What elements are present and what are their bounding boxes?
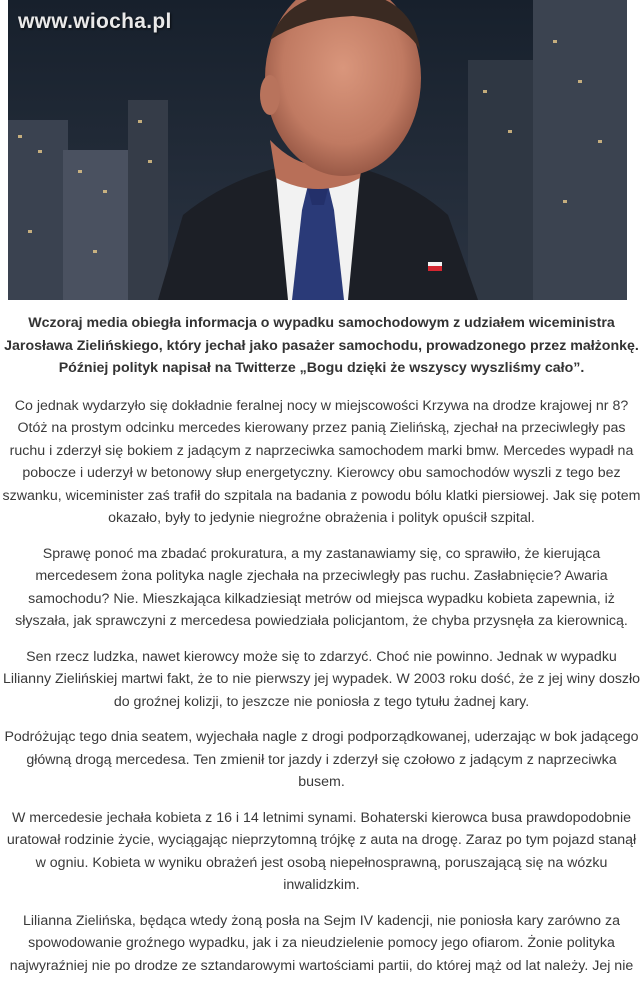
article-photo — [8, 0, 627, 300]
article-paragraph-6: Lilianna Zielińska, będąca wtedy żoną posła na Sejm IV kadencji, nie poniosła kary zarówno za spowodowanie groźnego wypadku, jak i za nieudzielenie pomocy jego ofiarom. Żonie polityka najwyraźniej nie po drodze ze sztandarowymi wartościami partii, do której mąż od lat należy. Jej nie — [9, 912, 634, 974]
article-paragraph-3: Sen rzecz ludzka, nawet kierowcy może się to zdarzyć. Choć nie powinno. Jednak w wypadku Lilianny Zielińskiej martwi fakt, że to nie pierwszy jej wypadek. W 2003 roku dość, że z jej winy doszło do groźnej kolizji, to jeszcze nie poniosła z tego tytułu żadnej kary. — [2, 648, 641, 710]
watermark-logo: www.wiocha.pl — [18, 10, 172, 33]
photo-illustration — [8, 0, 627, 300]
article-paragraph-4: Podróżując tego dnia seatem, wyjechała nagle z drogi podporządkowanej, uderzając w bok jadącego główną drogą mercedesa. Ten zmienił tor jazdy i zderzył się czołowo z jadącym z naprzeciwka busem. — [4, 729, 639, 790]
article-body — [0, 312, 643, 990]
article-lead: Wczoraj media obiegła informacja o wypadku samochodowym z udziałem wiceministra Jarosława Zielińskiego, który jechał jako pasażer samochodu, prowadzonego przez małżonkę. Później polityk napisał na Twitterze „Bogu dzięki że wszyscy wyszliśmy cało”. — [4, 315, 639, 376]
article-paragraph-1: Co jednak wydarzyło się dokładnie feralnej nocy w miejscowości Krzywa na drodze krajowej nr 8? Otóż na prostym odcinku mercedes kierowany przez panią Zielińską, zjechał na przeciwległy pas ruchu i zderzył się bokiem z jadącym z naprzeciwka samochodem marki bmw. Mercedes wypadł na pobocze i uderzył w betonowy słup energetyczny. Kierowcy obu samochodów wyszli z tego bez szwanku, wiceminister zaś trafił do szpitala na badania z powodu bólu klatki piersiowej. Jak się potem okazało, były to jedynie niegroźne obrażenia i polityk opuścił szpital. — [2, 397, 641, 526]
article-paragraph-2: Sprawę ponoć ma zbadać prokuratura, a my zastanawiamy się, co sprawiło, że kierująca mercedesem żona polityka nagle zjechała na przeciwległy pas ruchu. Zasłabnięcie? Awaria samochodu? Nie. Mieszkająca kilkadziesiąt metrów od miejsca wypadku kobieta zapewnia, iż słyszała, jak sprawczyni z mercedesa powiedziała policjantom, że chyba przysnęła za kierownicą. — [15, 545, 628, 629]
article-paragraph-5: W mercedesie jechała kobieta z 16 i 14 letnimi synami. Bohaterski kierowca busa prawdopodobnie uratował rodzinie życie, wyciągając nieprzytomną trójkę z auta na drogę. Zaraz po tym pojazd stanął w ogniu. Kobieta w wyniku obrażeń jest osobą niepełnosprawną, poruszającą się na wózku inwalidzkim. — [6, 809, 637, 893]
